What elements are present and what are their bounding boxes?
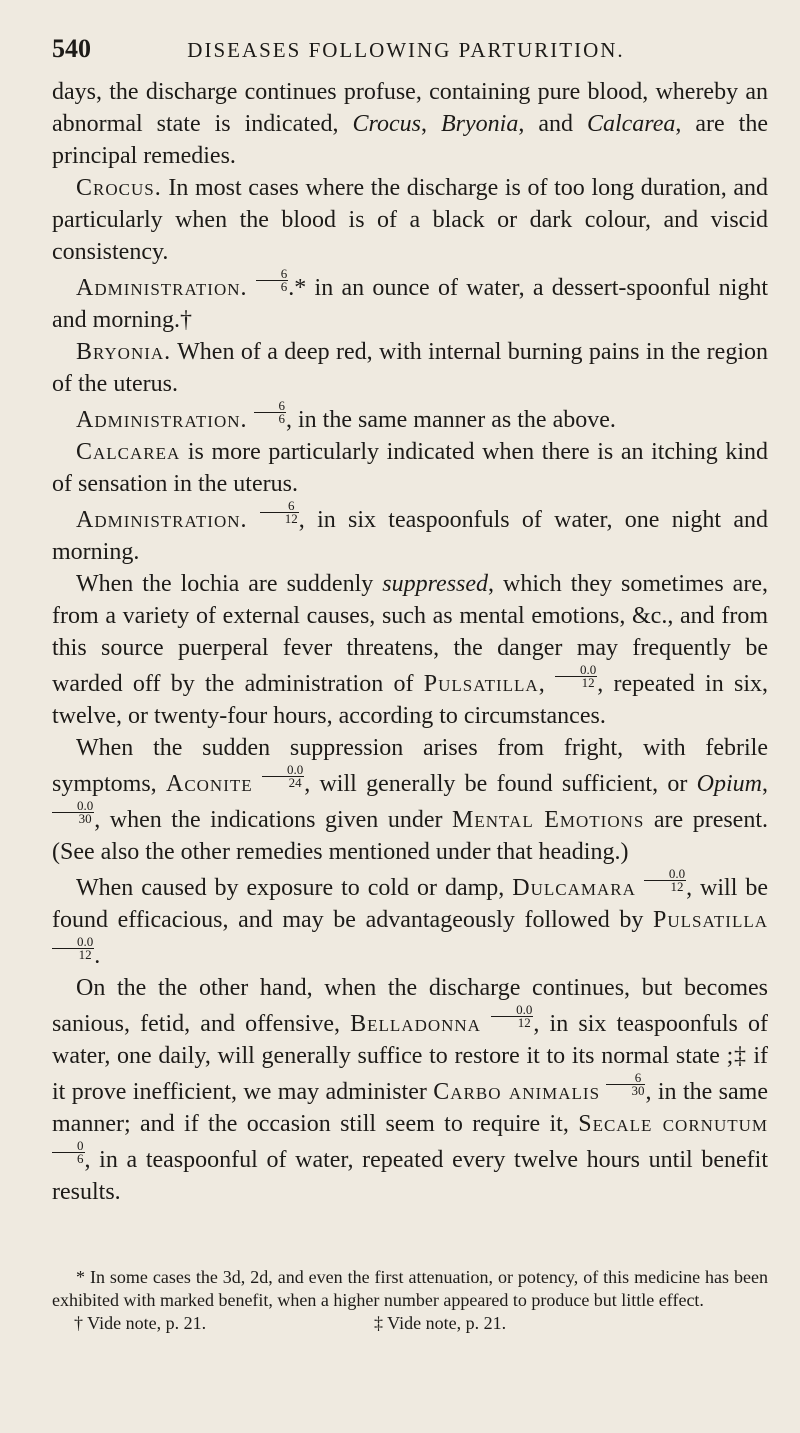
administration-heading: Administration. xyxy=(76,507,248,533)
footnote-refs xyxy=(52,1312,768,1335)
dose-fraction: $\frac{0.0}{30}$ xyxy=(52,800,94,825)
paragraph: When the lochia are suddenly suppressed, which they sometimes are, from a variety of external causes, such as mental emotions, &c., and from this source puerperal fever threatens, the danger may frequently be warded off by the administration of Pulsatilla, $\frac{0.0}{12}$ , repeated in six, twelve, or twenty-four hours, according to circumstances. xyxy=(52,571,769,729)
dose-fraction: $\frac{6}{6}$ xyxy=(254,400,287,425)
footnote-star: * In some cases the 3d, 2d, and even the first attenuation, or potency, of this medicine has been exhibited with marked benefit, when a higher number appeared to produce but little effect. xyxy=(52,1267,768,1310)
paragraph: Administration. $\frac{6}{6}$ , in the same manner as the above. xyxy=(76,398,616,433)
dose-fraction: $\frac{0.0}{12}$ xyxy=(644,868,686,893)
administration-heading: Administration. xyxy=(76,407,248,433)
paragraph: Crocus. In most cases where the discharge is of too long duration, and particularly when the blood is of a black or dark colour, and viscid consistency. xyxy=(52,175,768,265)
paragraph: Calcarea is more particularly indicated when there is an itching kind of sensation in the uterus. xyxy=(52,439,768,497)
dose-fraction: $\frac{0.0}{12}$ xyxy=(555,664,597,689)
dose-fraction: $\frac{6}{6}$ xyxy=(256,268,289,293)
body-text xyxy=(52,76,768,1208)
paragraph: Administration. $\frac{6}{12}$ , in six teaspoonfuls of water, one night and morning. xyxy=(52,498,768,565)
remedy-heading: Bryonia. xyxy=(76,339,172,365)
running-title: DISEASES FOLLOWING PARTURITION. xyxy=(187,38,625,62)
paragraph: When the sudden suppression arises from fright, with febrile symptoms, Aconite $\frac{0.0}{24}$ , will generally be found sufficient, or Opium, $\frac{0.0}{30}$ , when the indications given under Mental Emotions are present. (See also the other remedies mentioned under that heading.) xyxy=(52,735,769,865)
paragraph: On the the other hand, when the discharge continues, but becomes sanious, fetid, and offensive, Belladonna $\frac{0.0}{12}$ , in six teaspoonfuls of water, one daily, will generally suffice to restore it to its normal state ;‡ if it prove inefficient, we may administer Carbo animalis $\frac{6}{30}$ , in the same manner; and if the occasion still seem to require it, Secale cornutum $\frac{0}{6}$ , in a teaspoonful of water, repeated every twelve hours until benefit results. xyxy=(52,975,769,1205)
paragraph: days, the discharge continues profuse, containing pure blood, whereby an abnormal state is indicated, Crocus, Bryonia, and Calcarea, are the principal remedies. xyxy=(52,79,769,169)
administration-heading: Administration. xyxy=(76,275,248,301)
paragraph: Administration. $\frac{6}{6}$ .* in an ounce of water, a dessert-spoonful night and morning.† xyxy=(52,266,769,333)
page-header xyxy=(52,34,760,74)
paragraph: Bryonia. When of a deep red, with internal burning pains in the region of the uterus. xyxy=(52,339,768,397)
page-number: 540 xyxy=(52,34,91,63)
dose-fraction: $\frac{6}{12}$ xyxy=(260,500,299,525)
dose-fraction: $\frac{0.0}{12}$ xyxy=(52,936,94,961)
remedy-heading: Crocus. xyxy=(76,175,162,201)
footnote-double-dagger: ‡ Vide note, p. 21. xyxy=(374,1313,507,1333)
footnotes xyxy=(52,1266,768,1335)
footnote-dagger: † Vide note, p. 21. xyxy=(74,1313,207,1333)
dose-fraction: $\frac{0}{6}$ xyxy=(52,1140,85,1165)
dose-fraction: $\frac{0.0}{12}$ xyxy=(491,1004,533,1029)
remedy-heading: Calcarea xyxy=(76,439,181,465)
dose-fraction: $\frac{6}{30}$ xyxy=(606,1072,645,1097)
dose-fraction: $\frac{0.0}{24}$ xyxy=(262,764,304,789)
paragraph: When caused by exposure to cold or damp, Dulcamara $\frac{0.0}{12}$ , will be found efficacious, and may be advantageously followed by Pulsatilla $\frac{0.0}{12}$ . xyxy=(52,866,768,969)
